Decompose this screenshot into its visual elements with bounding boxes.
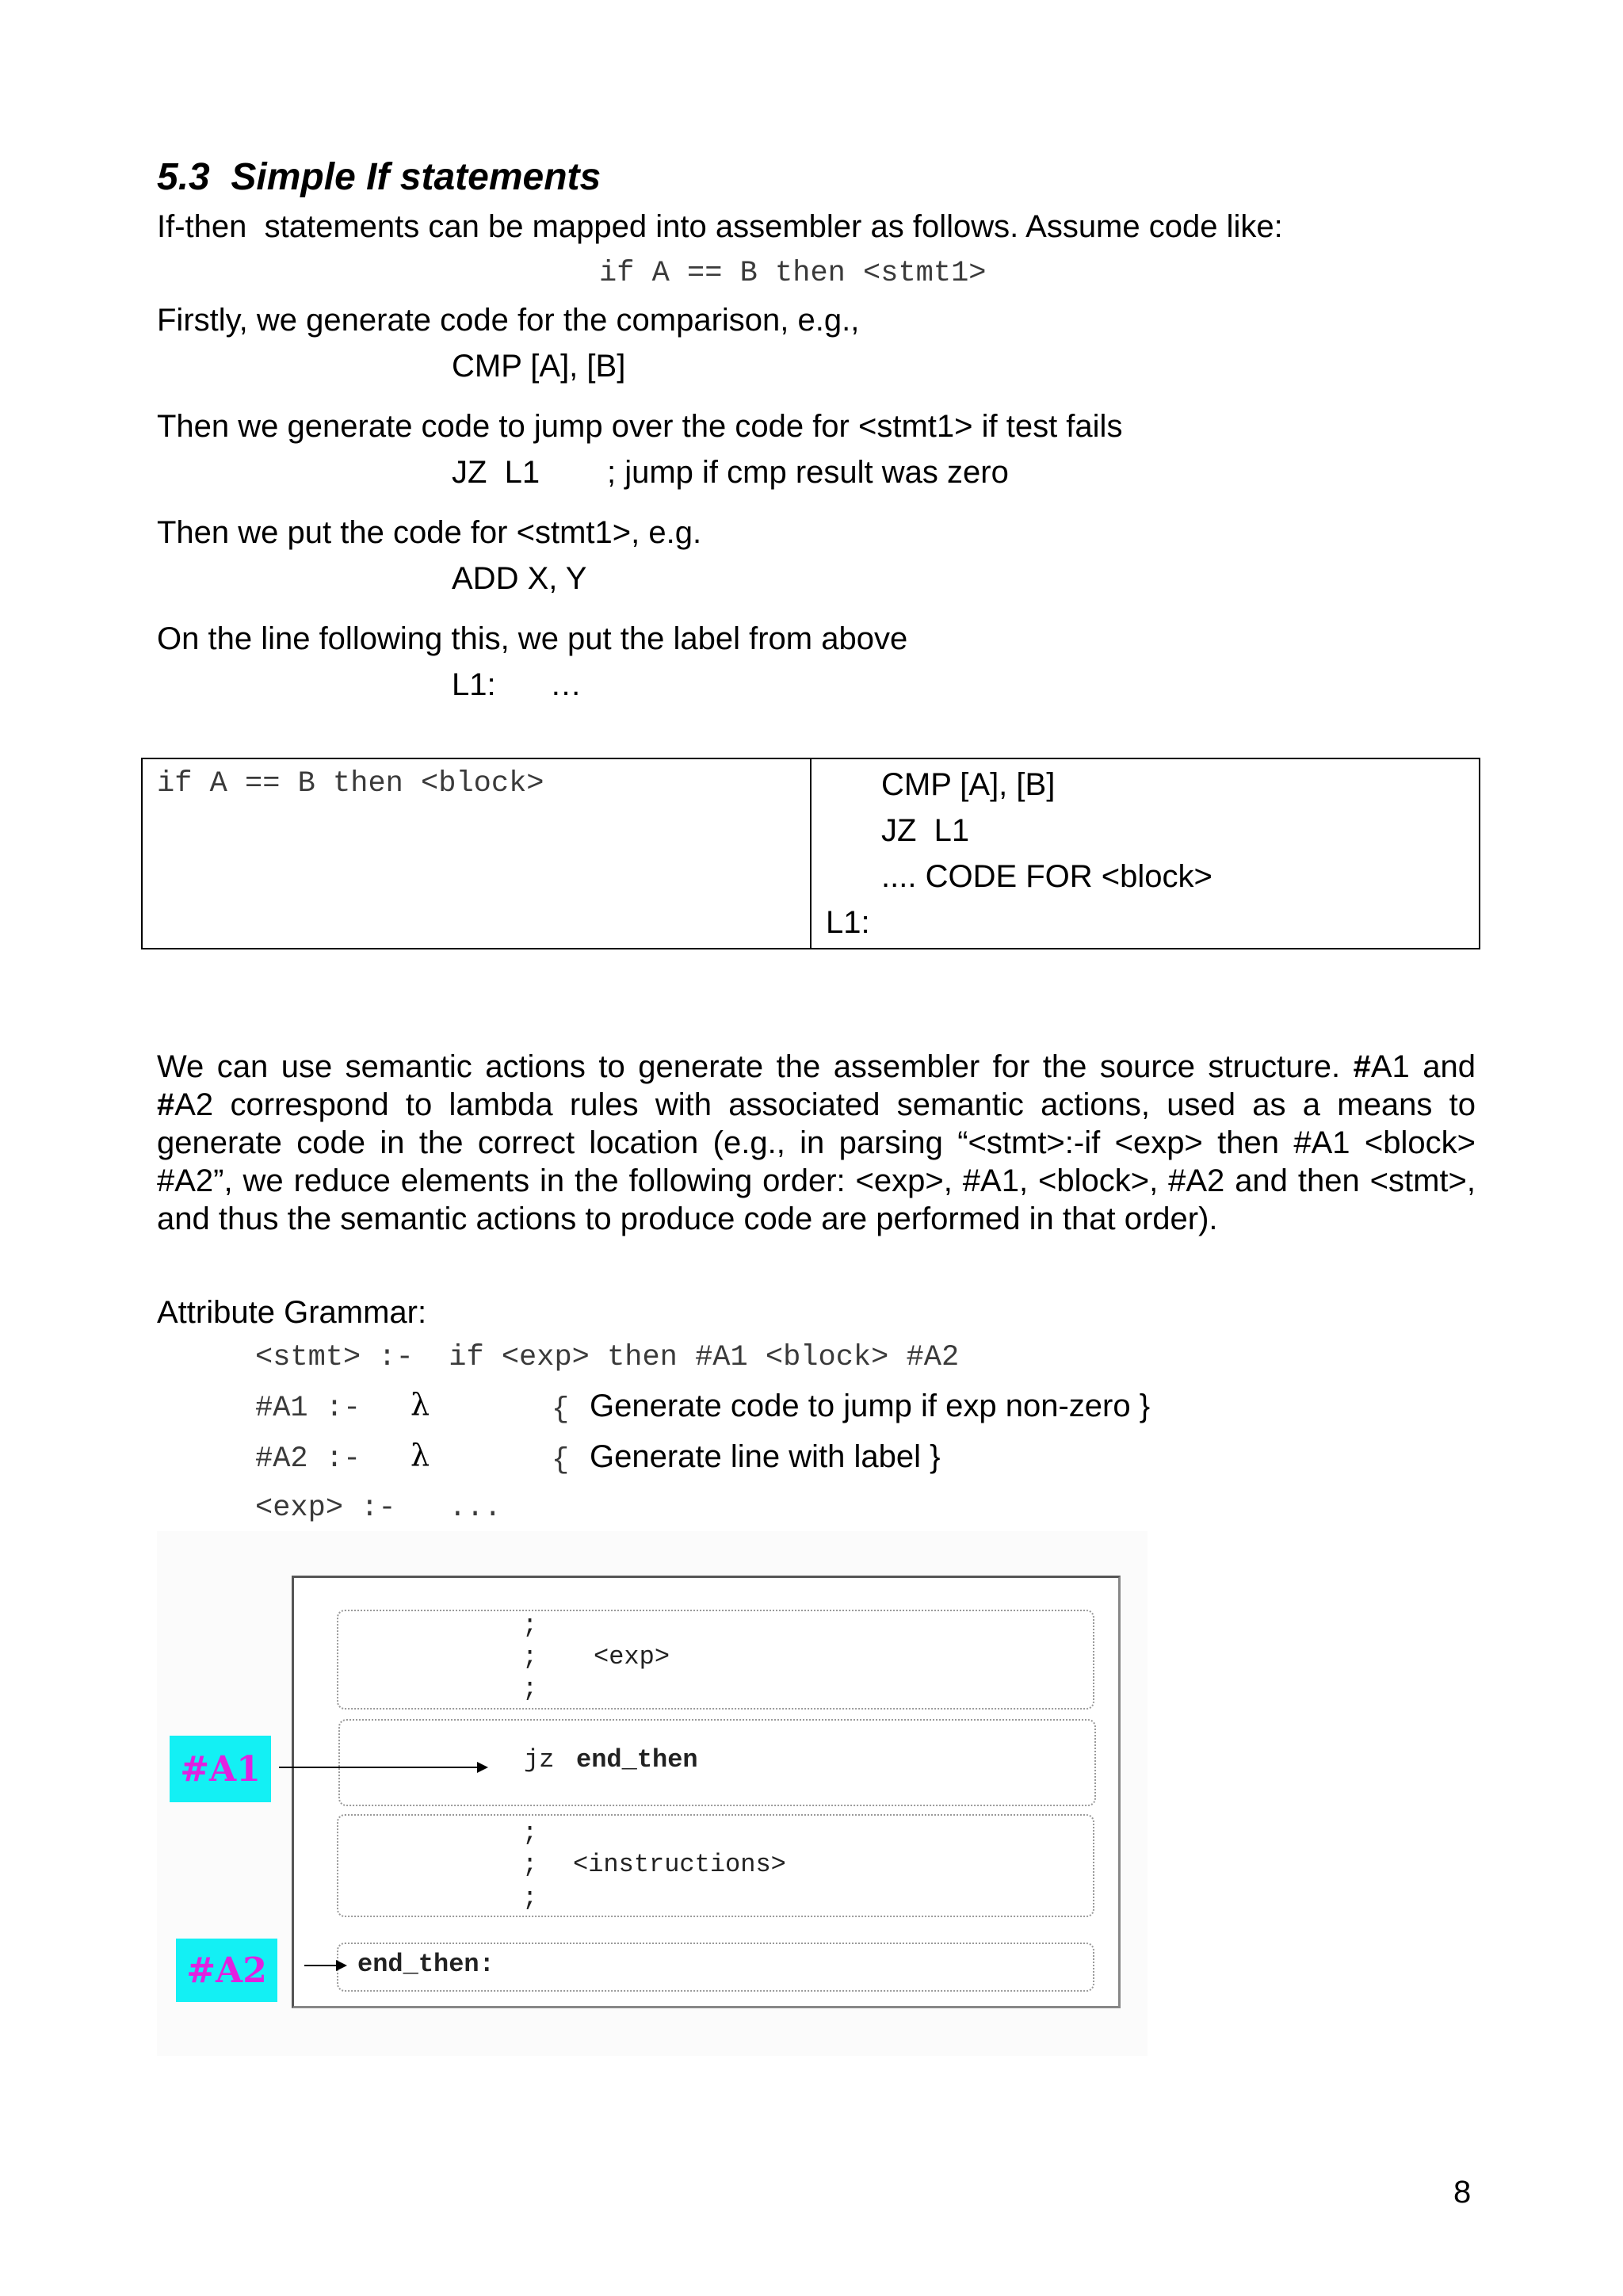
section-heading: 5.3 Simple If statements xyxy=(157,156,601,198)
paragraph-hash2: # xyxy=(157,1087,175,1122)
paragraph-hash1: # xyxy=(1353,1049,1371,1084)
intro-text: If-then statements can be mapped into assembler as follows. Assume code like: xyxy=(157,209,1283,244)
example-code: if A == B then <stmt1> xyxy=(599,257,987,290)
asm-cell xyxy=(811,758,1480,949)
diagram-frame xyxy=(292,1576,1121,2008)
step4-label: L1: xyxy=(452,667,496,702)
step2-text: Then we generate code to jump over the code for <stmt1> if test fails xyxy=(157,409,1123,444)
grammar-brace: { xyxy=(552,1393,570,1427)
instructions-placeholder: <instructions> xyxy=(573,1850,786,1879)
semicolon: ; xyxy=(522,1610,538,1640)
end-label-box xyxy=(337,1943,1094,1992)
instructions-box xyxy=(337,1814,1094,1917)
jz-instruction: jz xyxy=(524,1745,555,1775)
source-code: if A == B then <block> xyxy=(157,767,544,800)
if-mapping-table xyxy=(141,758,1480,949)
jz-target xyxy=(576,1744,698,1776)
end-then-label-text: end_then: xyxy=(357,1950,495,1979)
grammar-title: Attribute Grammar: xyxy=(157,1295,427,1330)
grammar-rule-a2-lhs: #A2 :- xyxy=(255,1442,361,1476)
arrow-a2-head xyxy=(336,1960,347,1971)
grammar-rule-stmt: <stmt> :- if <exp> then #A1 <block> #A2 xyxy=(255,1341,960,1374)
grammar-rule-a1-lhs: #A1 :- xyxy=(255,1392,361,1425)
asm-line-block: .... CODE FOR <block> xyxy=(881,859,1212,894)
jz-target-label: end_then xyxy=(576,1745,698,1775)
step1-text: Firstly, we generate code for the comparison, e.g., xyxy=(157,303,860,338)
step3-text: Then we put the code for <stmt1>, e.g. xyxy=(157,515,702,550)
arrow-a2 xyxy=(304,1965,338,1966)
semicolon: ; xyxy=(522,1818,538,1847)
tag-a1: #A1 xyxy=(170,1736,271,1802)
grammar-rule-exp: <exp> :- ... xyxy=(255,1492,502,1525)
step2-comment: ; jump if cmp result was zero xyxy=(607,455,1009,490)
asm-label: L1: xyxy=(826,905,870,940)
lambda-symbol: λ xyxy=(411,1438,430,1473)
lambda-symbol: λ xyxy=(411,1387,430,1422)
arrow-a1 xyxy=(279,1767,479,1768)
asm-line-cmp: CMP [A], [B] xyxy=(881,767,1056,802)
grammar-brace: { xyxy=(552,1444,570,1477)
step2-code: JZ L1 xyxy=(452,455,540,490)
paragraph-lead: We can use semantic actions to generate the assembler for the source structure. xyxy=(157,1049,1354,1084)
step4-text: On the line following this, we put the label from above xyxy=(157,621,908,656)
tag-a2: #A2 xyxy=(176,1939,277,2002)
step1-code: CMP [A], [B] xyxy=(452,349,626,384)
semicolon: ; xyxy=(522,1642,538,1671)
grammar-rule-a2-action: Generate line with label } xyxy=(590,1439,941,1474)
exp-box xyxy=(337,1610,1094,1710)
jump-box xyxy=(338,1719,1096,1806)
semicolon: ; xyxy=(522,1883,538,1912)
source-cell xyxy=(142,758,811,949)
grammar-rule-a1-action: Generate code to jump if exp non-zero } xyxy=(590,1389,1151,1423)
semicolon: ; xyxy=(522,1674,538,1703)
arrow-a1-head xyxy=(477,1762,488,1773)
paragraph-text2: A2 correspond to lambda rules with associated semantic actions, used as a means to generate code in the correct location (e.g., in parsing “<stmt>:-if <exp> then #A1 <block> #A2”, we reduce elements in the following order: <exp>, #A1, <block>, #A2 and then <stmt>, and thus the semantic actions to produce code are performed in that order). xyxy=(157,1087,1476,1236)
semicolon: ; xyxy=(522,1850,538,1879)
step4-ellipsis: … xyxy=(550,667,582,702)
exp-placeholder: <exp> xyxy=(594,1642,670,1671)
page-number: 8 xyxy=(1453,2175,1472,2210)
paragraph-text1: A1 and xyxy=(1370,1049,1476,1084)
asm-line-jz: JZ L1 xyxy=(881,813,970,848)
semantic-actions-paragraph xyxy=(157,1048,1476,1238)
end-then-label xyxy=(357,1949,495,1981)
step3-code: ADD X, Y xyxy=(452,561,587,596)
